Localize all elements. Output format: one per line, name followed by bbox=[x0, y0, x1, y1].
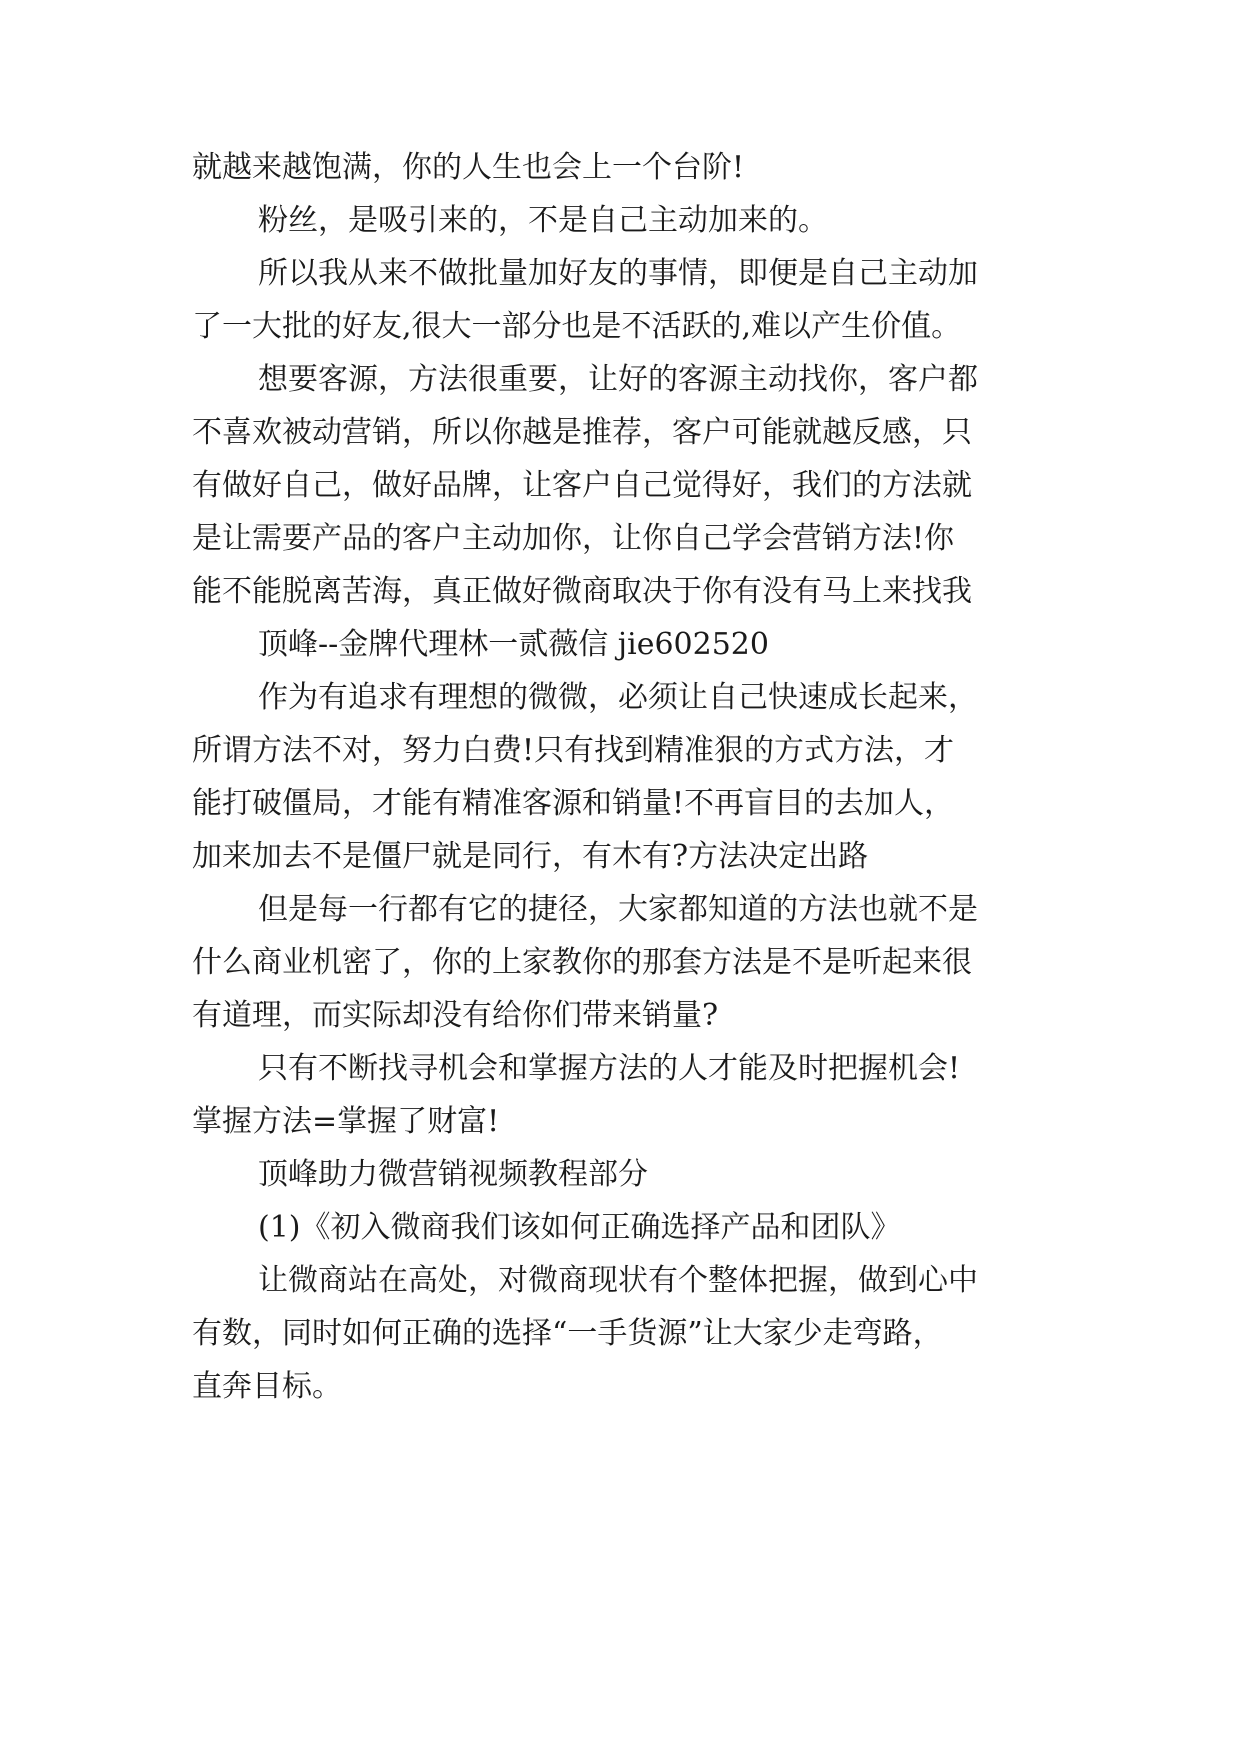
text-line: 是让需要产品的客户主动加你，让你自己学会营销方法!你 bbox=[192, 521, 955, 556]
text-line: 有道理，而实际却没有给你们带来销量? bbox=[192, 998, 719, 1033]
text-line: 所谓方法不对，努力白费!只有找到精准狠的方式方法，才 bbox=[192, 733, 955, 768]
text-line: 就越来越饱满，你的人生也会上一个台阶! bbox=[192, 150, 745, 185]
text-line: 所以我从来不做批量加好友的事情，即便是自己主动加 bbox=[258, 256, 978, 291]
text-line: 加来加去不是僵尸就是同行，有木有?方法决定出路 bbox=[192, 839, 869, 874]
text-line: 有做好自己，做好品牌，让客户自己觉得好，我们的方法就 bbox=[192, 468, 972, 503]
text-line: 顶峰--金牌代理林一贰薇信 jie602520 bbox=[258, 627, 769, 662]
text-line: 了一大批的好友,很大一部分也是不活跃的,难以产生价值。 bbox=[192, 309, 962, 344]
text-line: 顶峰助力微营销视频教程部分 bbox=[258, 1157, 648, 1192]
text-line: 让微商站在高处，对微商现状有个整体把握，做到心中 bbox=[258, 1263, 978, 1298]
text-line: 想要客源，方法很重要，让好的客源主动找你，客户都 bbox=[258, 362, 978, 397]
text-line: 直奔目标。 bbox=[192, 1369, 342, 1404]
text-line: 但是每一行都有它的捷径，大家都知道的方法也就不是 bbox=[258, 892, 978, 927]
text-line: 粉丝，是吸引来的，不是自己主动加来的。 bbox=[258, 203, 828, 238]
text-line: 能打破僵局，才能有精准客源和销量!不再盲目的去加人， bbox=[192, 786, 955, 821]
text-line: 有数，同时如何正确的选择“一手货源”让大家少走弯路， bbox=[192, 1316, 943, 1351]
text-line: (1)《初入微商我们该如何正确选择产品和团队》 bbox=[258, 1210, 901, 1245]
text-line: 作为有追求有理想的微微，必须让自己快速成长起来， bbox=[258, 680, 978, 715]
text-line: 掌握方法=掌握了财富! bbox=[192, 1104, 500, 1139]
text-line: 只有不断找寻机会和掌握方法的人才能及时把握机会! bbox=[258, 1051, 961, 1086]
text-line: 能不能脱离苦海，真正做好微商取决于你有没有马上来找我 bbox=[192, 574, 972, 609]
text-line: 不喜欢被动营销，所以你越是推荐，客户可能就越反感，只 bbox=[192, 415, 972, 450]
text-line: 什么商业机密了，你的上家教你的那套方法是不是听起来很 bbox=[192, 945, 972, 980]
